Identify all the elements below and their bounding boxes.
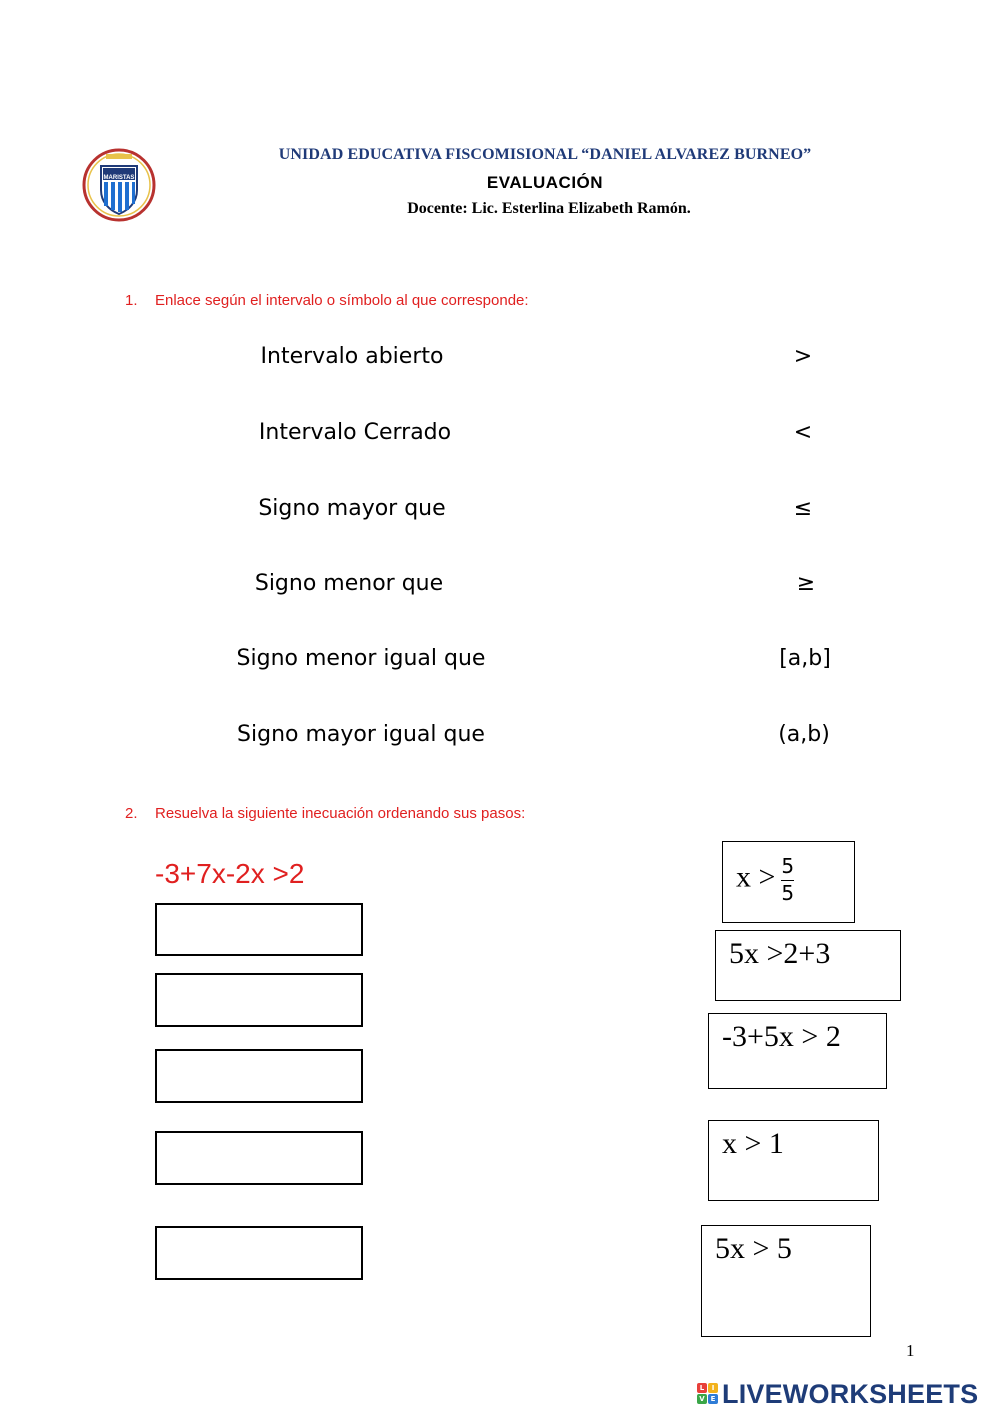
logo-text-top: MARISTAS: [103, 175, 135, 181]
fraction-numerator: 5: [781, 854, 794, 881]
page-title: EVALUACIÓN: [486, 173, 604, 192]
match-left-item[interactable]: Signo mayor que: [258, 496, 446, 521]
match-left-item[interactable]: Intervalo abierto: [260, 344, 444, 369]
fraction: [781, 854, 794, 905]
answer-drop-box[interactable]: [155, 903, 363, 956]
step-card[interactable]: 5x >2+3: [715, 930, 901, 1001]
step-card[interactable]: x > 1: [708, 1120, 879, 1201]
school-name: UNIDAD EDUCATIVA FISCOMISIONAL “DANIEL ALVAREZ BURNEO”: [278, 146, 812, 163]
answer-drop-box[interactable]: [155, 1226, 363, 1280]
match-right-item[interactable]: [a,b]: [779, 646, 831, 671]
match-right-item[interactable]: (a,b): [778, 722, 830, 747]
match-right-item[interactable]: <: [793, 420, 813, 445]
step-card[interactable]: -3+5x > 2: [708, 1013, 887, 1089]
step-card[interactable]: 5x > 5: [701, 1225, 871, 1337]
liveworksheets-icon: [697, 1383, 719, 1405]
answer-drop-box[interactable]: [155, 973, 363, 1027]
section1-instruction-text: Enlace según el intervalo o símbolo al que corresponde:: [155, 292, 529, 309]
brand-icon-letter: E: [708, 1394, 718, 1404]
brand-icon-letter: V: [697, 1394, 707, 1404]
answer-drop-box[interactable]: [155, 1131, 363, 1185]
section1-number: 1.: [125, 292, 138, 309]
liveworksheets-text: LIVEWORKSHEETS: [722, 1378, 979, 1409]
match-left-item[interactable]: Intervalo Cerrado: [258, 420, 452, 445]
inequation: -3+7x-2x >2: [155, 858, 305, 889]
section2-instruction-text: Resuelva la siguiente inecuación ordenando sus pasos:: [155, 805, 526, 822]
section2-number: 2.: [125, 805, 138, 822]
step-card-prefix: x >: [736, 860, 776, 894]
match-left-item[interactable]: Signo mayor igual que: [237, 722, 485, 747]
brand-icon-letter: I: [708, 1383, 718, 1393]
answer-drop-box[interactable]: [155, 1049, 363, 1103]
match-right-item[interactable]: ≤: [793, 496, 813, 521]
step-card[interactable]: [722, 841, 855, 923]
brand-icon-letter: L: [697, 1383, 707, 1393]
section2-instruction: [125, 805, 525, 822]
match-right-item[interactable]: ≥: [796, 571, 816, 596]
teacher-name: Docente: Lic. Esterlina Elizabeth Ramón.: [407, 200, 691, 217]
section1-instruction: [125, 292, 529, 309]
match-right-item[interactable]: >: [793, 344, 813, 369]
fraction-denominator: 5: [781, 881, 795, 905]
match-left-item[interactable]: Signo menor que: [254, 571, 444, 596]
match-left-item[interactable]: Signo menor igual que: [236, 646, 486, 671]
liveworksheets-logo: [697, 1379, 978, 1409]
page-number: 1: [906, 1341, 915, 1360]
